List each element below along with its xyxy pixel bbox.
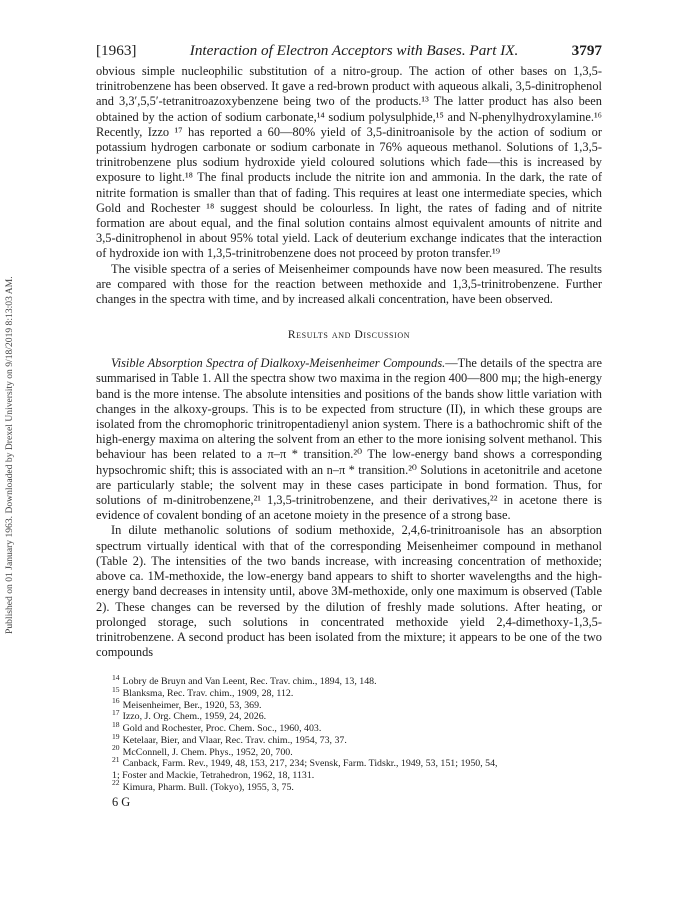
paragraph-1: obvious simple nucleophilic substitution of a nitro-group. The action of other bases on 1,3,5-trinitrobenzene has been observed. It gave a red-brown product with aqueous alkali, 3,5-dinitrophenol and 3,3′,5,5′-tetranitroazoxybenzene being two of the products.¹³ The latter product has also been obtained by the action of sodium carbonate,¹⁴ sodium polysulphide,¹⁵ and N-phenylhydroxylamine.¹⁶ Recently, Izzo ¹⁷ has reported a 60—80% yield of 3,5-dinitroanisole by the action of sodium or potassium hydrogen carbonate or sodium carbonate in 76% aqueous methanol. Solutions of 1,3,5-trinitrobenzene plus sodium hydroxide yield coloured solutions which fade—this is increased by exposure to light.¹⁸ The final products include the nitrite ion and ammonia. In the dark, the rate of nitrite formation is smaller than that of fading. This requires at least one intermediate species, which Gold and Rochester ¹⁸ suggest should be colourless. In light, the rates of fading and of nitrite formation are about equal, and the final solution contains almost equivalent amounts of nitrite and 3,5-dinitrophenol in about 95% total yield. Lack of deuterium exchange indicates that the interaction of hydroxide ion with 1,3,5-trinitrobenzene does not proceed by proton transfer.¹⁹	[96, 64, 602, 261]
reference-item: $^{21}$ Canback, Farm. Rev., 1949, 48, 153, 217, 234; Svensk, Farm. Tidskr., 1949, 53, 151; 1950, 54,	[112, 754, 498, 770]
reference-item: $^{22}$ Kimura, Pharm. Bull. (Tokyo), 1955, 3, 75.	[112, 778, 294, 793]
reference-item: $^{14}$ Lobry de Bruyn and Van Leent, Rec. Trav. chim., 1894, 13, 148.	[112, 673, 377, 688]
paragraph-4: In dilute methanolic solutions of sodium methoxide, 2,4,6-trinitroanisole has an absorption spectrum virtually identical with that of the corresponding Meisenheimer compound in methanol (Table 2). The intensities of the two bands increase, with increasing concentration of methoxide; above ca. 1M-methoxide, the low-energy band appears to shift to shorter wavelengths and the high-energy band decreases in intensity until, above 3M-methoxide, only one maximum is observed (Table 2). These changes can be reversed by the dilution of freshly made solutions. After heating, or prolonged storage, such solutions in concentrated methoxide yield 2,4-dimethoxy-1,3,5-trinitrobenzene. A second product has been isolated from the mixture; it appears to be one of the two compounds	[96, 523, 602, 660]
section-heading: Results and Discussion	[287, 329, 411, 342]
reference-item: $^{19}$ Ketelaar, Bier, and Vlaar, Rec. Trav. chim., 1954, 73, 37.	[112, 731, 347, 746]
footnote-references	[96, 673, 602, 793]
reference-item: $^{18}$ Gold and Rochester, Proc. Chem. Soc., 1960, 403.	[112, 719, 322, 735]
paragraph-3-lead: Visible Absorption Spectra of Dialkoxy-Meisenheimer Compounds.	[111, 356, 446, 371]
article-page	[96, 42, 602, 810]
reference-item: $^{15}$ Blanksma, Rec. Trav. chim., 1909, 28, 112.	[112, 684, 294, 700]
article-body	[96, 64, 602, 660]
paragraph-2: The visible spectra of a series of Meisenheimer compounds have now been measured. The results are compared with those for the reaction between methoxide and 1,3,5-trinitrobenzene. Further changes in the spectra with time, and by increased alkali concentration, have been observed.	[96, 261, 602, 307]
reference-item: $^{20}$ McConnell, J. Chem. Phys., 1952, 20, 700.	[112, 743, 293, 758]
signature-mark: 6 G	[112, 795, 131, 810]
download-watermark: Published on 01 January 1963. Downloaded by Drexel University on 9/18/2019 8:13:03 AM.	[4, 276, 15, 634]
paragraph-3	[96, 356, 602, 523]
header-year: [1963]	[96, 42, 137, 59]
reference-item: $^{17}$ Izzo, J. Org. Chem., 1959, 24, 2026.	[112, 708, 267, 723]
reference-item: $^{16}$ Meisenheimer, Ber., 1920, 53, 369.	[112, 696, 262, 711]
running-header	[96, 42, 602, 60]
header-title: Interaction of Electron Acceptors with Bases. Part IX.	[189, 42, 519, 59]
page-number: 3797	[571, 42, 602, 59]
reference-item-continuation: 1; Foster and Mackie, Tetrahedron, 1962, 18, 1131.	[112, 769, 315, 781]
paragraph-3-text: —The details of the spectra are summarised in Table 1. All the spectra show two maxima in the region 400—800 mμ; the high-energy band is the more intense. The absolute intensities and positions of the bands show little variation with changes in the alkoxy-groups. This is to be expected from structure (II), in which these groups are isolated from the chromophoric trinitropentadienyl anion system. There is a bathochromic shift of the high-energy maxima on altering the solvent from an ether to the more ionising solvent methanol. This behaviour has been related to a π–π * transition.²⁰ The low-energy band shows a corresponding hypsochromic shift; this is associated with an n–π * transition.²⁰ Solutions in acetonitrile and acetone are particularly stable; the solvent may in these cases participate in bond formation. Thus, for solutions of m-dinitrobenzene,²¹ 1,3,5-trinitrobenzene, and their derivatives,²² in acetone there is evidence of covalent bonding of an acetone moiety in the presence of a strong base.	[96, 356, 603, 523]
